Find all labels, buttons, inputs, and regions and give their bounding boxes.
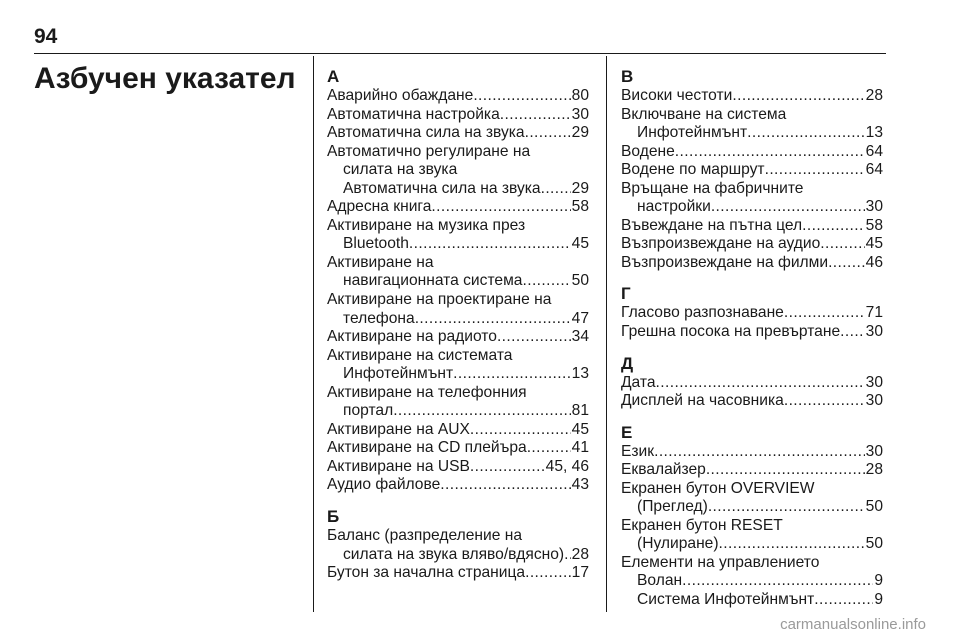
index-entry [621, 535, 883, 554]
index-section [621, 423, 883, 610]
index-entry [327, 439, 589, 458]
entry-text: Автоматична сила на звука [343, 179, 541, 197]
index-entry [621, 461, 883, 480]
entry-text: (Преглед) [637, 498, 708, 516]
entry-text: Аварийно обаждане [327, 87, 474, 104]
index-entry [621, 572, 883, 591]
entry-text: Активиране на радиото [327, 328, 497, 346]
leader-dots [525, 124, 571, 143]
leader-dots [453, 365, 570, 384]
section-letter: Е [621, 422, 633, 442]
page-reference: 46 [865, 253, 883, 271]
entry-text: Инфотейнмънт [637, 124, 748, 142]
page-reference: 58 [571, 198, 589, 216]
entry-text: Активиране на AUX [327, 420, 470, 438]
leader-dots [747, 124, 864, 143]
index-entry [621, 591, 883, 610]
index-entry [327, 124, 589, 143]
leader-dots [525, 564, 571, 583]
page-reference: 64 [865, 161, 883, 179]
index-entry-line: Автоматично регулиране на [327, 142, 531, 160]
entry-text: (Нулиране) [637, 535, 719, 553]
page-reference: 64 [865, 142, 883, 160]
entry-text: силата на звука вляво/вдясно) [343, 545, 565, 563]
page-reference: 30 [865, 373, 883, 391]
index-entry [621, 235, 883, 254]
index-entry [327, 458, 589, 477]
section-letter: Д [621, 353, 634, 373]
page-reference: 28 [865, 87, 883, 104]
page-reference: 30 [865, 323, 883, 341]
page-reference: 28 [571, 545, 589, 563]
index-entry-line: Активиране на системата [327, 346, 513, 364]
entry-text: Активиране на USB [327, 457, 470, 475]
leader-dots [711, 198, 865, 217]
leader-dots [470, 458, 545, 477]
index-section [327, 67, 589, 495]
leader-dots [393, 402, 570, 421]
index-entry [327, 87, 589, 106]
index-entry [327, 546, 589, 565]
page-reference: 30 [865, 392, 883, 410]
leader-dots [500, 106, 571, 125]
section-letter: А [327, 67, 340, 86]
index-entry [621, 392, 883, 411]
leader-dots [541, 180, 571, 199]
index-entry-line: Активиране на музика през [327, 216, 526, 234]
index-entry [621, 498, 883, 517]
index-section [621, 67, 883, 272]
page-reference: 17 [571, 564, 589, 582]
leader-dots [409, 235, 571, 254]
column-divider-right [606, 56, 607, 612]
entry-text: Водене по маршрут [621, 161, 765, 179]
index-entry [621, 304, 883, 323]
entry-text: Гласово разпознаване [621, 304, 784, 322]
page-reference: 34 [571, 328, 589, 346]
entry-text: Възпроизвеждане на филми [621, 253, 829, 271]
index-entry-line: Активиране на телефонния [327, 383, 527, 401]
entry-text: Инфотейнмънт [343, 365, 454, 383]
page-number: 94 [34, 25, 58, 48]
entry-text: Бутон за начална страница [327, 564, 526, 582]
leader-dots [732, 87, 864, 106]
leader-dots [820, 235, 864, 254]
page-reference: 45 [571, 420, 589, 438]
index-entry [327, 564, 589, 583]
leader-dots [682, 572, 873, 591]
index-entry [621, 254, 883, 273]
leader-dots [431, 198, 570, 217]
leader-dots [706, 461, 865, 480]
index-entry [621, 374, 883, 393]
section-letter: Б [327, 507, 340, 527]
leader-dots [654, 443, 865, 462]
index-entry [327, 235, 589, 254]
leader-dots [497, 328, 571, 347]
leader-dots [719, 535, 865, 554]
leader-dots [440, 476, 570, 495]
page-reference: 30 [865, 442, 883, 460]
entry-text: Грешна посока на превъртане [621, 323, 841, 341]
index-entry-line: Елементи на управлението [621, 553, 820, 571]
entry-text: телефона [343, 309, 415, 327]
page-reference: 71 [865, 304, 883, 322]
leader-dots [527, 439, 571, 458]
entry-text: Еквалайзер [621, 461, 706, 479]
column-divider-left [313, 56, 314, 612]
index-entry [621, 87, 883, 106]
entry-text: Водене [621, 142, 675, 160]
index-section [327, 507, 589, 583]
index-entry [327, 476, 589, 495]
index-entry [327, 365, 589, 384]
entry-text: Адресна книга [327, 198, 432, 216]
index-entry [621, 143, 883, 162]
page-reference: 30 [571, 105, 589, 123]
page-reference: 30 [865, 198, 883, 216]
section-letter: В [621, 67, 634, 86]
index-entry [327, 106, 589, 125]
index-entry-line: силата на звука [343, 161, 458, 179]
entry-text: Високи честоти [621, 87, 733, 104]
leader-dots [675, 143, 865, 162]
index-entry-line: Екранен бутон OVERVIEW [621, 479, 815, 497]
entry-text: Дата [621, 373, 656, 391]
leader-dots [708, 498, 865, 517]
index-entry-line: Активиране на [327, 253, 434, 271]
index-entry-line: Връщане на фабричните [621, 179, 804, 197]
watermark: carmanualsonline.info [780, 616, 926, 633]
index-entry [621, 124, 883, 143]
leader-dots [656, 374, 865, 393]
index-entry-line: Включване на система [621, 105, 787, 123]
index-entry [327, 180, 589, 199]
leader-dots [415, 310, 571, 329]
leader-dots [784, 392, 865, 411]
page-reference: 29 [571, 124, 589, 142]
index-entry [327, 272, 589, 291]
index-entry [327, 328, 589, 347]
leader-dots [784, 304, 865, 323]
index-entry [621, 161, 883, 180]
leader-dots [840, 323, 864, 342]
page-reference: 50 [571, 272, 589, 290]
page-reference: 9 [874, 591, 883, 609]
page-reference: 9 [874, 572, 883, 590]
leader-dots [473, 87, 570, 106]
leader-dots [802, 217, 864, 236]
index-entry [327, 421, 589, 440]
page-reference: 47 [571, 309, 589, 327]
entry-text: Волан [637, 572, 683, 590]
entry-text: Възпроизвеждане на аудио [621, 235, 821, 253]
entry-text: Bluetooth [343, 235, 409, 253]
leader-dots [765, 161, 865, 180]
index-entry [621, 323, 883, 342]
index-column-1 [327, 67, 589, 583]
page-reference: 45 [571, 235, 589, 253]
page-reference: 41 [571, 439, 589, 457]
entry-text: Въвеждане на пътна цел [621, 216, 803, 234]
page-reference: 29 [571, 179, 589, 197]
index-entry-line: Активиране на проектиране на [327, 291, 552, 309]
leader-dots [814, 591, 873, 610]
entry-text: Аудио файлове [327, 476, 441, 494]
entry-text: Дисплей на часовника [621, 392, 784, 410]
entry-text: Автоматична сила на звука [327, 124, 525, 142]
entry-text: Активиране на CD плейъра [327, 439, 527, 457]
entry-text: навигационната система [343, 272, 523, 290]
page-reference: 80 [571, 87, 589, 104]
header-rule [34, 53, 886, 54]
entry-text: портал [343, 402, 394, 420]
leader-dots [828, 254, 865, 273]
index-section [621, 354, 883, 411]
index-entry-line: Екранен бутон RESET [621, 516, 783, 534]
index-entry [621, 443, 883, 462]
index-entry [621, 198, 883, 217]
page-reference: 50 [865, 535, 883, 553]
page-reference: 81 [571, 402, 589, 420]
index-entry [327, 310, 589, 329]
section-letter: Г [621, 284, 631, 304]
entry-text: Език [621, 442, 655, 460]
index-column-2 [621, 67, 883, 610]
page-reference: 50 [865, 498, 883, 516]
entry-text: Система Инфотейнмънт [637, 591, 815, 609]
page-reference: 58 [865, 216, 883, 234]
index-entry [327, 402, 589, 421]
index-entry [621, 217, 883, 236]
page-reference: 43 [571, 476, 589, 494]
index-title: Азбучен указател [34, 62, 296, 95]
leader-dots [470, 421, 571, 440]
page-reference: 45, 46 [545, 457, 589, 475]
page-reference: 45 [865, 235, 883, 253]
entry-text: настройки [637, 198, 711, 216]
page-reference: 13 [571, 365, 589, 383]
index-entry-line: Баланс (разпределение на [327, 527, 523, 545]
entry-text: Автоматична настройка [327, 105, 500, 123]
page-reference: 13 [865, 124, 883, 142]
leader-dots [522, 272, 570, 291]
index-entry [327, 198, 589, 217]
index-section [621, 284, 883, 341]
page-reference: 28 [865, 461, 883, 479]
